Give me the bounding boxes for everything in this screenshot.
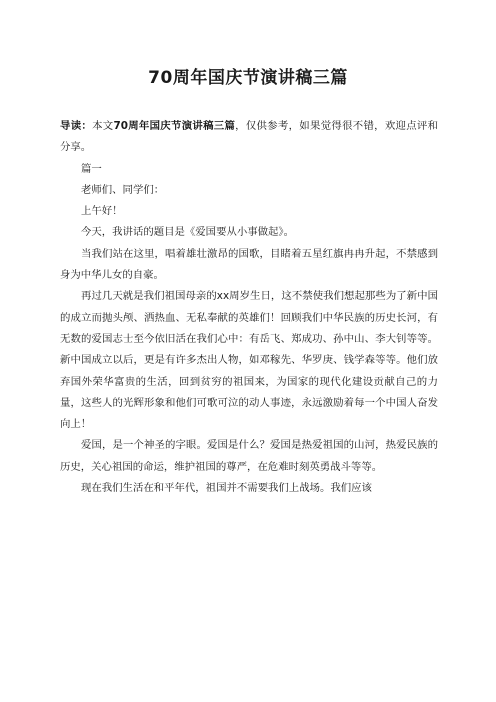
paragraph: 再过几天就是我们祖国母亲的xx周岁生日，这不禁使我们想起那些为了新中国的成立而抛头颅、洒热血、无私奉献的英雄们！回顾我们中华民族的历史长河，有无数的爱国志士至今依旧活在我们心中：有岳飞、郑成功、孙中山、李大钊等等。新中国成立以后，更是有许多杰出人物，如邓稼先、华罗庚、钱学森等等。他们放弃国外荣华富贵的生活，回到贫穷的祖国来，为国家的现代化建设贡献自己的力量，这些人的光辉形象和他们可歌可泣的动人事迹，永远激励着每一个中国人奋发向上！ bbox=[60, 290, 438, 431]
document-body bbox=[60, 116, 438, 499]
paragraph: 爱国，是一个神圣的字眼。爱国是什么？爱国是热爱祖国的山河，热爱民族的历史，关心祖国的命运，维护祖国的尊严，在危难时刻英勇战斗等等。 bbox=[60, 439, 438, 473]
lead-prefix: 本文 bbox=[92, 120, 114, 132]
paragraph: 当我们站在这里，唱着雄壮激昂的国歌，目睹着五星红旗冉冉升起，不禁感到身为中华儿女的自豪。 bbox=[60, 247, 438, 282]
lead-paragraph bbox=[60, 116, 438, 159]
paragraph-topic: 今天，我讲话的题目是《爱国要从小事做起》。 bbox=[81, 226, 295, 239]
paragraph: 现在我们生活在和平年代，祖国并不需要我们上战场。我们应该 bbox=[81, 482, 372, 495]
paragraph-greeting: 上午好！ bbox=[81, 205, 123, 218]
lead-label: 导读： bbox=[60, 120, 93, 132]
paragraph-section-label: 篇一 bbox=[81, 162, 102, 175]
lead-title: 70周年国庆节演讲稿三篇 bbox=[113, 120, 236, 132]
lead-suffix: ，仅供参考，如果觉得很不错，欢迎点评和分享。 bbox=[60, 120, 439, 154]
paragraph-salutation: 老师们、同学们： bbox=[81, 183, 165, 196]
document-title: 70周年国庆节演讲稿三篇 bbox=[148, 68, 348, 88]
